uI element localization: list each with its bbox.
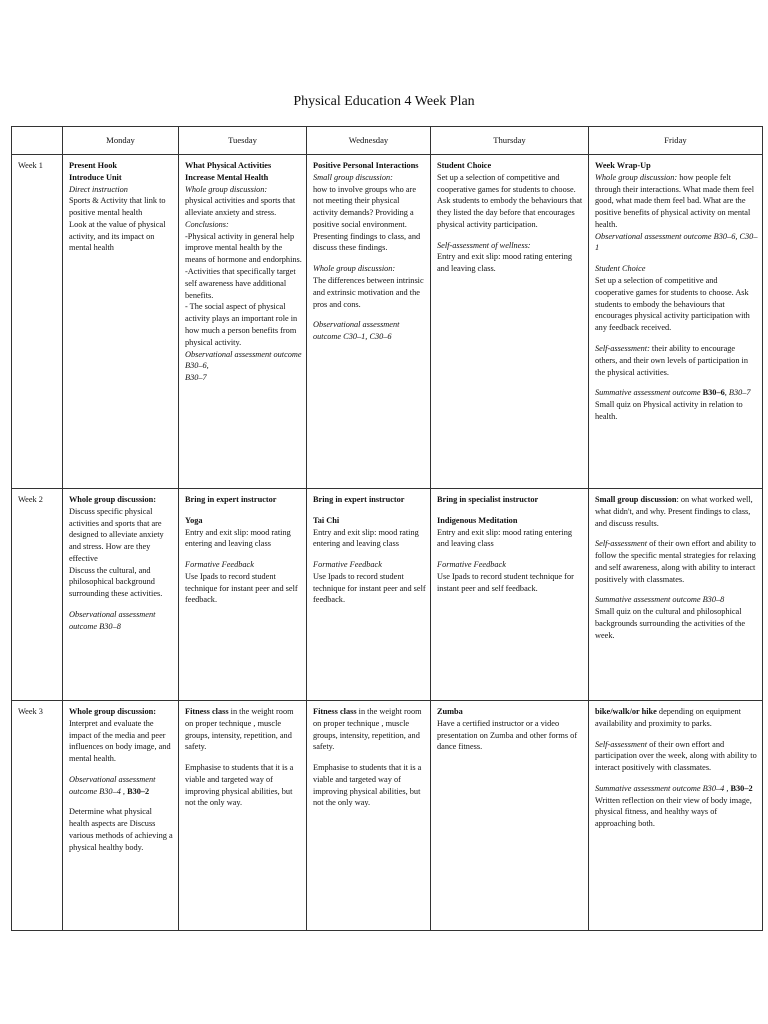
cell-line: Observational assessment outcome C30–1, C30–6 bbox=[313, 320, 400, 342]
cell-line: Whole group discussion: Interpret and evaluate the impact of the media and peer influences on body image, and mental health. bbox=[69, 707, 171, 764]
cell-line: Positive Personal Interactions bbox=[313, 161, 419, 170]
cell-line: B30–7 bbox=[185, 373, 207, 383]
cell-line: Look at the value of physical activity, and its impact on mental health bbox=[69, 219, 166, 253]
cell-line: Have a certified instructor or a video presentation on Zumba and other forms of dance fitness. bbox=[437, 718, 578, 752]
cell-line: Direct instruction bbox=[69, 184, 128, 194]
plan-cell-wednesday bbox=[307, 701, 431, 931]
cell-line: Whole group discussion: how people felt through their interactions. What made them feel good, what made them feel bad. What are the positive benefits of physical activity on mental health. bbox=[595, 172, 755, 229]
cell-line: Fitness class in the weight room on proper technique , muscle groups, intensity, repetition, and safety. bbox=[313, 707, 422, 752]
spacer bbox=[595, 254, 758, 263]
plan-cell-thursday bbox=[431, 701, 589, 931]
spacer bbox=[437, 231, 584, 240]
day-header-wednesday: Wednesday bbox=[307, 127, 431, 155]
week-row bbox=[12, 489, 763, 701]
spacer bbox=[69, 765, 174, 774]
spacer bbox=[69, 600, 174, 609]
spacer bbox=[185, 753, 302, 762]
cell-line: Use Ipads to record student technique for instant peer and self feedback. bbox=[185, 571, 298, 605]
week-label: Week 2 bbox=[12, 489, 63, 701]
cell-line: Present Hook bbox=[69, 161, 118, 170]
plan-cell-friday bbox=[589, 155, 763, 489]
cell-line: What Physical Activities Increase Mental Health bbox=[185, 161, 272, 182]
plan-cell-wednesday bbox=[307, 155, 431, 489]
day-header-thursday: Thursday bbox=[431, 127, 589, 155]
styled-span: Fitness class bbox=[185, 707, 229, 716]
cell-line: Entry and exit slip: mood rating entering and leaving class. bbox=[437, 252, 573, 274]
cell-line: physical activities and sports that alleviate anxiety and stress. bbox=[185, 196, 296, 218]
spacer bbox=[185, 550, 302, 559]
styled-span: Whole group discussion: bbox=[69, 707, 156, 716]
cell-line: Observational assessment outcome B30–6, C30–1 bbox=[595, 231, 758, 253]
cell-line: Formative Feedback bbox=[437, 560, 506, 570]
cell-line: Tai Chi bbox=[313, 515, 340, 525]
spacer bbox=[595, 378, 758, 387]
plan-cell-monday bbox=[63, 489, 179, 701]
spacer bbox=[595, 774, 758, 783]
cell-line: Discuss the cultural, and philosophical background surrounding these activities. bbox=[69, 565, 163, 599]
cell-line: Set up a selection of competitive and cooperative games for students to choose. Ask students to embody the behaviours that they listed the day before that encourages physical activity participation. bbox=[437, 172, 583, 229]
cell-line: Small group discussion: on what worked well, what didn't, and why. Present findings to class, and discuss results. bbox=[595, 495, 753, 528]
cell-line: Bring in expert instructor bbox=[313, 495, 405, 504]
cell-line: Emphasise to students that it is a viable and targeted way of improving physical abilities, but not the only way. bbox=[313, 763, 422, 808]
cell-line: Formative Feedback bbox=[185, 560, 254, 570]
styled-span: , B30–7 bbox=[724, 388, 751, 398]
plan-cell-tuesday bbox=[179, 701, 307, 931]
styled-span: B30–2 bbox=[127, 786, 150, 796]
styled-span: Summative assessment outcome B30–4 , bbox=[595, 783, 731, 793]
header-row bbox=[12, 127, 763, 155]
styled-span: bike/walk/or hike bbox=[595, 707, 657, 716]
corner-cell bbox=[12, 127, 63, 155]
week-row bbox=[12, 701, 763, 931]
cell-line: Zumba bbox=[437, 707, 463, 716]
spacer bbox=[313, 310, 426, 319]
cell-line: Written reflection on their view of body image, physical fitness, and healthy ways of approaching both. bbox=[595, 795, 752, 829]
day-header-friday: Friday bbox=[589, 127, 763, 155]
cell-line bbox=[69, 774, 174, 798]
spacer bbox=[595, 529, 758, 538]
cell-line: Summative assessment outcome B30–8 bbox=[595, 595, 725, 605]
styled-span: Whole group discussion: bbox=[595, 172, 678, 182]
cell-line: Formative Feedback bbox=[313, 560, 382, 570]
cell-line: -Activities that specifically target self awareness have additional benefits. bbox=[185, 267, 296, 300]
styled-span: Self-assessment bbox=[595, 539, 648, 549]
plan-cell-tuesday bbox=[179, 489, 307, 701]
cell-line: Self-assessment of their own effort and participation over the week, along with ability to interact positively with classmates. bbox=[595, 739, 757, 773]
cell-line: Student Choice bbox=[437, 161, 492, 170]
spacer bbox=[313, 550, 426, 559]
cell-line: Whole group discussion: Discuss specific physical activities and sports that are designed to alleviate anxiety and stress. How are they effective bbox=[69, 495, 164, 563]
plan-cell-thursday bbox=[431, 155, 589, 489]
styled-span: Fitness class bbox=[313, 707, 357, 716]
cell-line: Observational assessment outcome B30–6, bbox=[185, 349, 302, 371]
week-label: Week 1 bbox=[12, 155, 63, 489]
cell-line: Self-assessment of their own effort and ability to follow the specific mental strategies for relaxing and self awareness, along with ability to interact positively with classmates. bbox=[595, 539, 756, 584]
plan-cell-friday bbox=[589, 701, 763, 931]
spacer bbox=[313, 753, 426, 762]
cell-line: how to involve groups who are not meeting their physical activity demands? Providing a positive social environment. bbox=[313, 184, 417, 229]
plan-cell-monday bbox=[63, 701, 179, 931]
cell-line: bike/walk/or hike depending on equipment availability and proximity to parks. bbox=[595, 707, 741, 728]
cell-line: Conclusions: bbox=[185, 219, 229, 229]
spacer bbox=[437, 550, 584, 559]
cell-line: The differences between intrinsic and extrinsic motivation and the pros and cons. bbox=[313, 276, 424, 309]
cell-line: Bring in specialist instructor bbox=[437, 495, 539, 504]
styled-span: Self-assessment: bbox=[595, 343, 650, 353]
cell-line: Set up a selection of competitive and cooperative games for students to choose. Ask students to embody the behaviours that encourages physical activity participation with any feedback received. bbox=[595, 276, 750, 333]
cell-line: Introduce Unit bbox=[69, 172, 122, 182]
cell-line: Student Choice bbox=[595, 264, 646, 274]
cell-line: Presenting findings to class, and discuss these findings. bbox=[313, 231, 421, 253]
cell-line: Small quiz on the cultural and philosophical backgrounds surrounding the activities of the week. bbox=[595, 607, 746, 640]
cell-line: Entry and exit slip: mood rating entering and leaving class bbox=[437, 527, 573, 549]
cell-line bbox=[595, 783, 758, 795]
week-row bbox=[12, 155, 763, 489]
cell-line: Week Wrap-Up bbox=[595, 161, 651, 170]
plan-cell-wednesday bbox=[307, 489, 431, 701]
cell-line: Use Ipads to record student technique for instant peer and self feedback. bbox=[313, 571, 426, 605]
cell-line: Whole group discussion: bbox=[313, 264, 396, 274]
styled-span: Observational assessment outcome B30–4 , bbox=[69, 774, 156, 796]
cell-line: Entry and exit slip: mood rating entering and leaving class bbox=[313, 527, 419, 549]
spacer bbox=[69, 797, 174, 806]
cell-line: Use Ipads to record student technique for instant peer and self feedback. bbox=[437, 571, 574, 593]
spacer bbox=[313, 254, 426, 263]
cell-line: Yoga bbox=[185, 515, 203, 525]
styled-span: Whole group discussion: bbox=[69, 495, 156, 504]
plan-cell-thursday bbox=[431, 489, 589, 701]
spacer bbox=[595, 334, 758, 343]
cell-line: - The social aspect of physical activity plays an important role in how much a person benefits from physical activity. bbox=[185, 302, 298, 347]
cell-line: Observational assessment outcome B30–8 bbox=[69, 610, 156, 631]
cell-line: Self-assessment of wellness: bbox=[437, 240, 531, 250]
spacer bbox=[185, 506, 302, 515]
cell-line: Indigenous Meditation bbox=[437, 515, 518, 525]
cell-line: Determine what physical health aspects are Discuss various methods of achieving a physical healthy body. bbox=[69, 807, 173, 852]
cell-line: Fitness class in the weight room on proper technique , muscle groups, intensity, repetition, and safety. bbox=[185, 707, 294, 752]
cell-line: Whole group discussion: bbox=[185, 184, 268, 194]
cell-line: -Physical activity in general help improve mental health by the means of hormone and endorphins. bbox=[185, 231, 302, 265]
plan-cell-friday bbox=[589, 489, 763, 701]
cell-line: Emphasise to students that it is a viable and targeted way of improving physical abilities, but not the only way. bbox=[185, 763, 294, 808]
styled-span: Small group discussion bbox=[595, 495, 677, 504]
day-header-monday: Monday bbox=[63, 127, 179, 155]
day-header-tuesday: Tuesday bbox=[179, 127, 307, 155]
styled-span: B30–6 bbox=[700, 388, 725, 398]
week-label: Week 3 bbox=[12, 701, 63, 931]
cell-line: Entry and exit slip: mood rating entering and leaving class bbox=[185, 527, 291, 549]
plan-table bbox=[11, 126, 763, 931]
styled-span: Self-assessment bbox=[595, 739, 648, 749]
cell-line: Small quiz on Physical activity in relation to health. bbox=[595, 400, 743, 421]
plan-cell-tuesday bbox=[179, 155, 307, 489]
styled-span: B30–2 bbox=[730, 783, 753, 793]
cell-line: Self-assessment: their ability to encourage others, and their own levels of participation in the physical activities. bbox=[595, 343, 748, 377]
styled-span: Summative assessment outcome bbox=[595, 388, 701, 398]
cell-line bbox=[595, 387, 758, 399]
plan-cell-monday bbox=[63, 155, 179, 489]
cell-line: Sports & Activity that link to positive mental health bbox=[69, 196, 166, 218]
spacer bbox=[313, 506, 426, 515]
cell-line: Small group discussion: bbox=[313, 172, 393, 182]
spacer bbox=[595, 585, 758, 594]
spacer bbox=[595, 730, 758, 739]
document-title: Physical Education 4 Week Plan bbox=[293, 94, 475, 109]
cell-line: Bring in expert instructor bbox=[185, 495, 277, 504]
spacer bbox=[437, 506, 584, 515]
